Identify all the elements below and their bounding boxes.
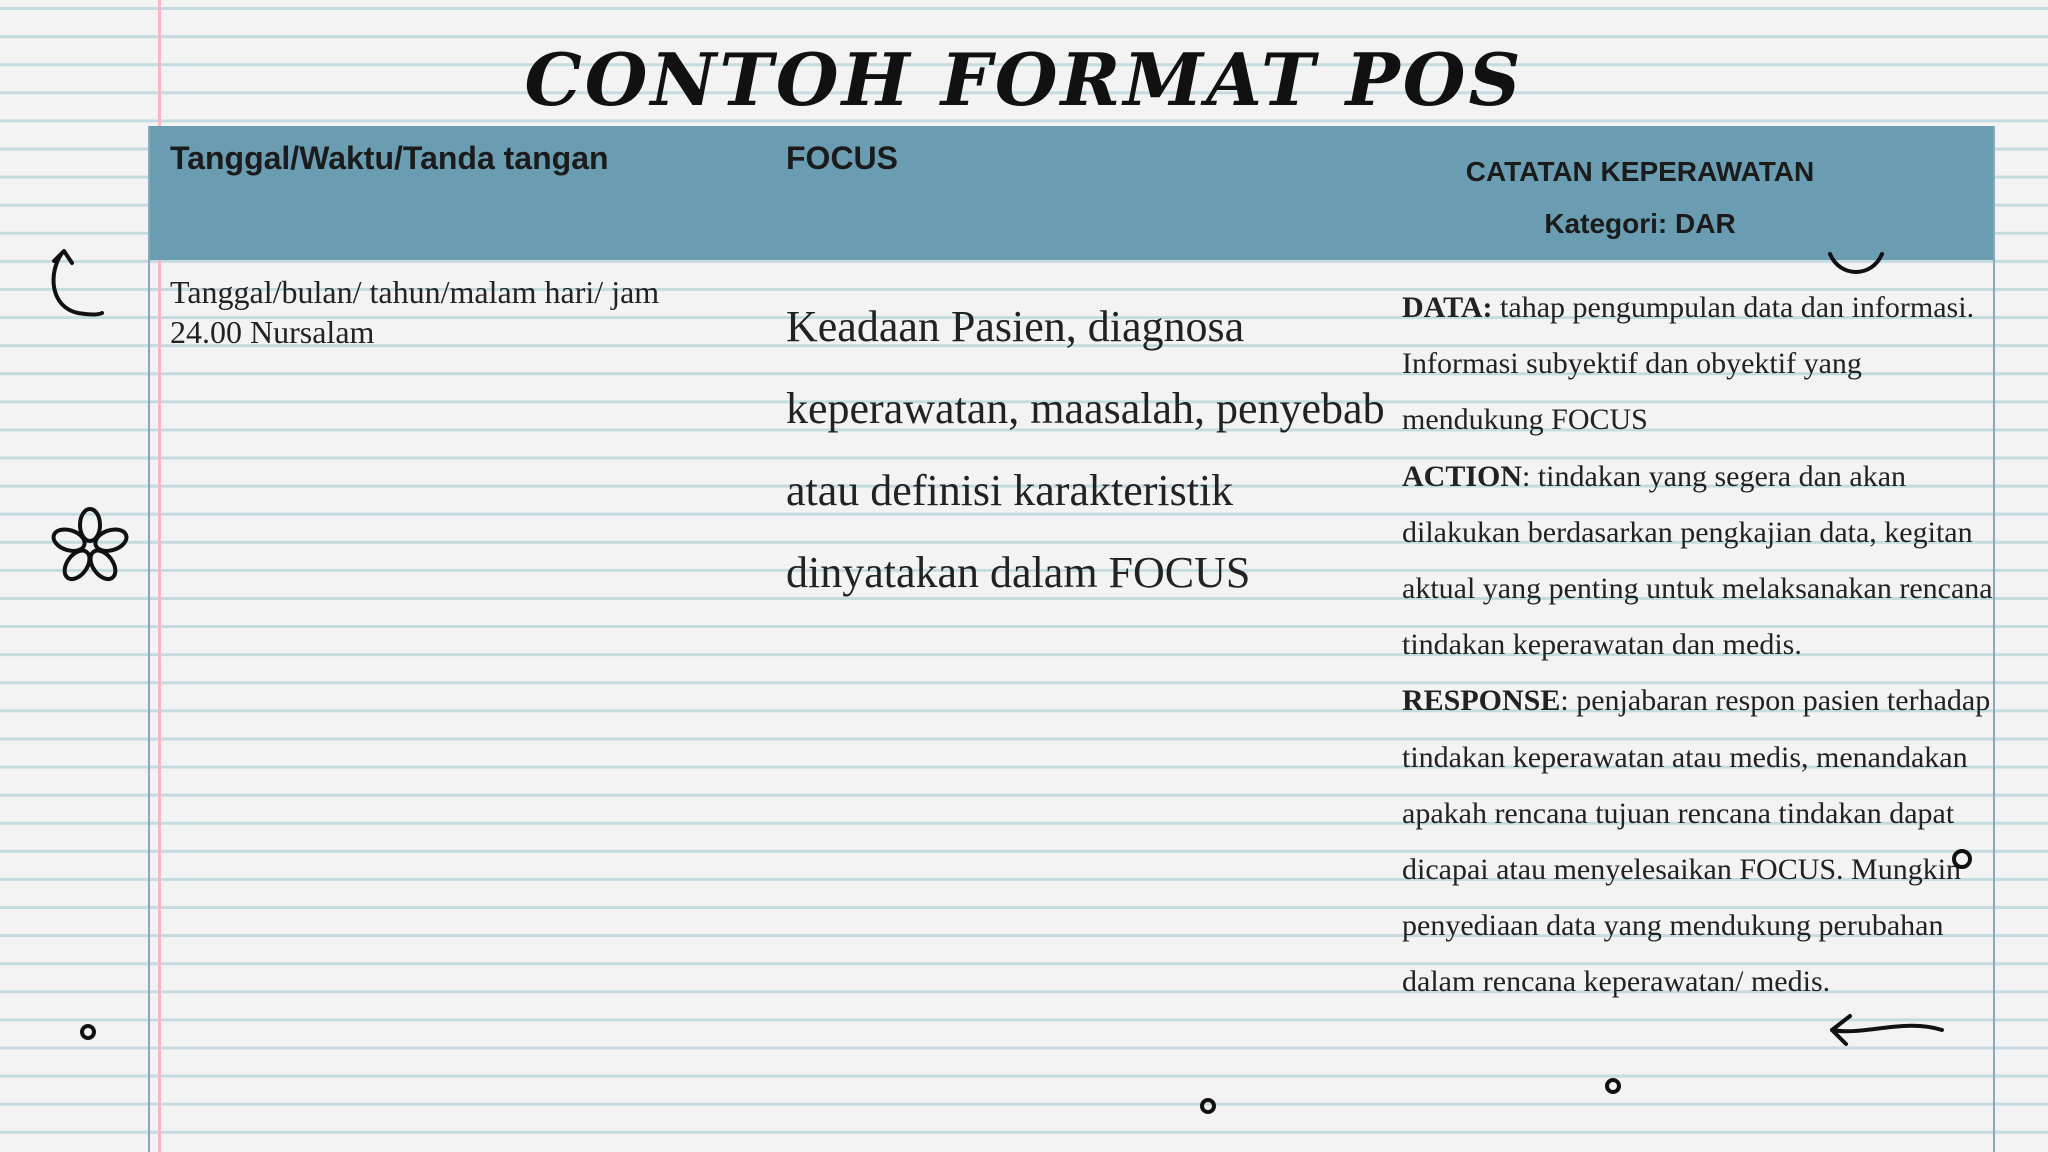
curved-arrow-icon	[40, 245, 110, 325]
response-label: RESPONSE	[1402, 684, 1561, 718]
pos-table	[148, 126, 1995, 1152]
action-text: : tindakan yang segera dan akan dilakukan berdasarkan pengkajian data, kegitan aktual yang penting untuk melaksanakan rencana tindakan keperawatan dan medis.	[1402, 459, 1993, 662]
response-text: : penjabaran respon pasien terhadap tindakan keperawatan atau medis, menandakan apakah rencana tujuan rencana tindakan dapat dicapai atau menyelesaikan FOCUS. Mungkin penyediaan data yang mendukung perubahan dalam rencana keperawatan/ medis.	[1402, 684, 1991, 999]
cell-nursing-notes	[1402, 280, 2002, 1011]
circle-icon	[1198, 1096, 1218, 1116]
page-title: CONTOH FORMAT POS	[524, 37, 1524, 122]
arrow-icon	[1824, 1010, 1949, 1050]
header-nursing-notes-title: CATATAN KEPERAWATAN	[1465, 156, 1815, 187]
data-label: DATA:	[1402, 291, 1493, 324]
circle-icon	[1950, 847, 1974, 871]
flower-icon	[50, 505, 130, 585]
data-text: tahap pengumpulan data dan informasi. Informasi subyektif dan obyektif yang mendukung FOCUS	[1402, 291, 1975, 437]
cell-focus: Keadaan Pasien, diagnosa keperawatan, maasalah, penyebab atau definisi karakteristik dinyatakan dalam FOCUS	[786, 302, 1385, 597]
cell-date-time: Tanggal/bulan/ tahun/malam hari/ jam 24.00 Nursalam	[170, 274, 660, 350]
action-label: ACTION	[1402, 459, 1523, 493]
header-date-time-signature: Tanggal/Waktu/Tanda tangan	[170, 140, 609, 176]
header-nursing-notes	[1420, 146, 1860, 250]
circle-icon	[78, 1022, 98, 1042]
table-header	[150, 126, 1993, 260]
header-focus: FOCUS	[786, 140, 898, 176]
circle-icon	[1603, 1076, 1623, 1096]
header-category: Kategori: DAR	[1544, 208, 1736, 239]
arc-icon	[1826, 250, 1886, 280]
